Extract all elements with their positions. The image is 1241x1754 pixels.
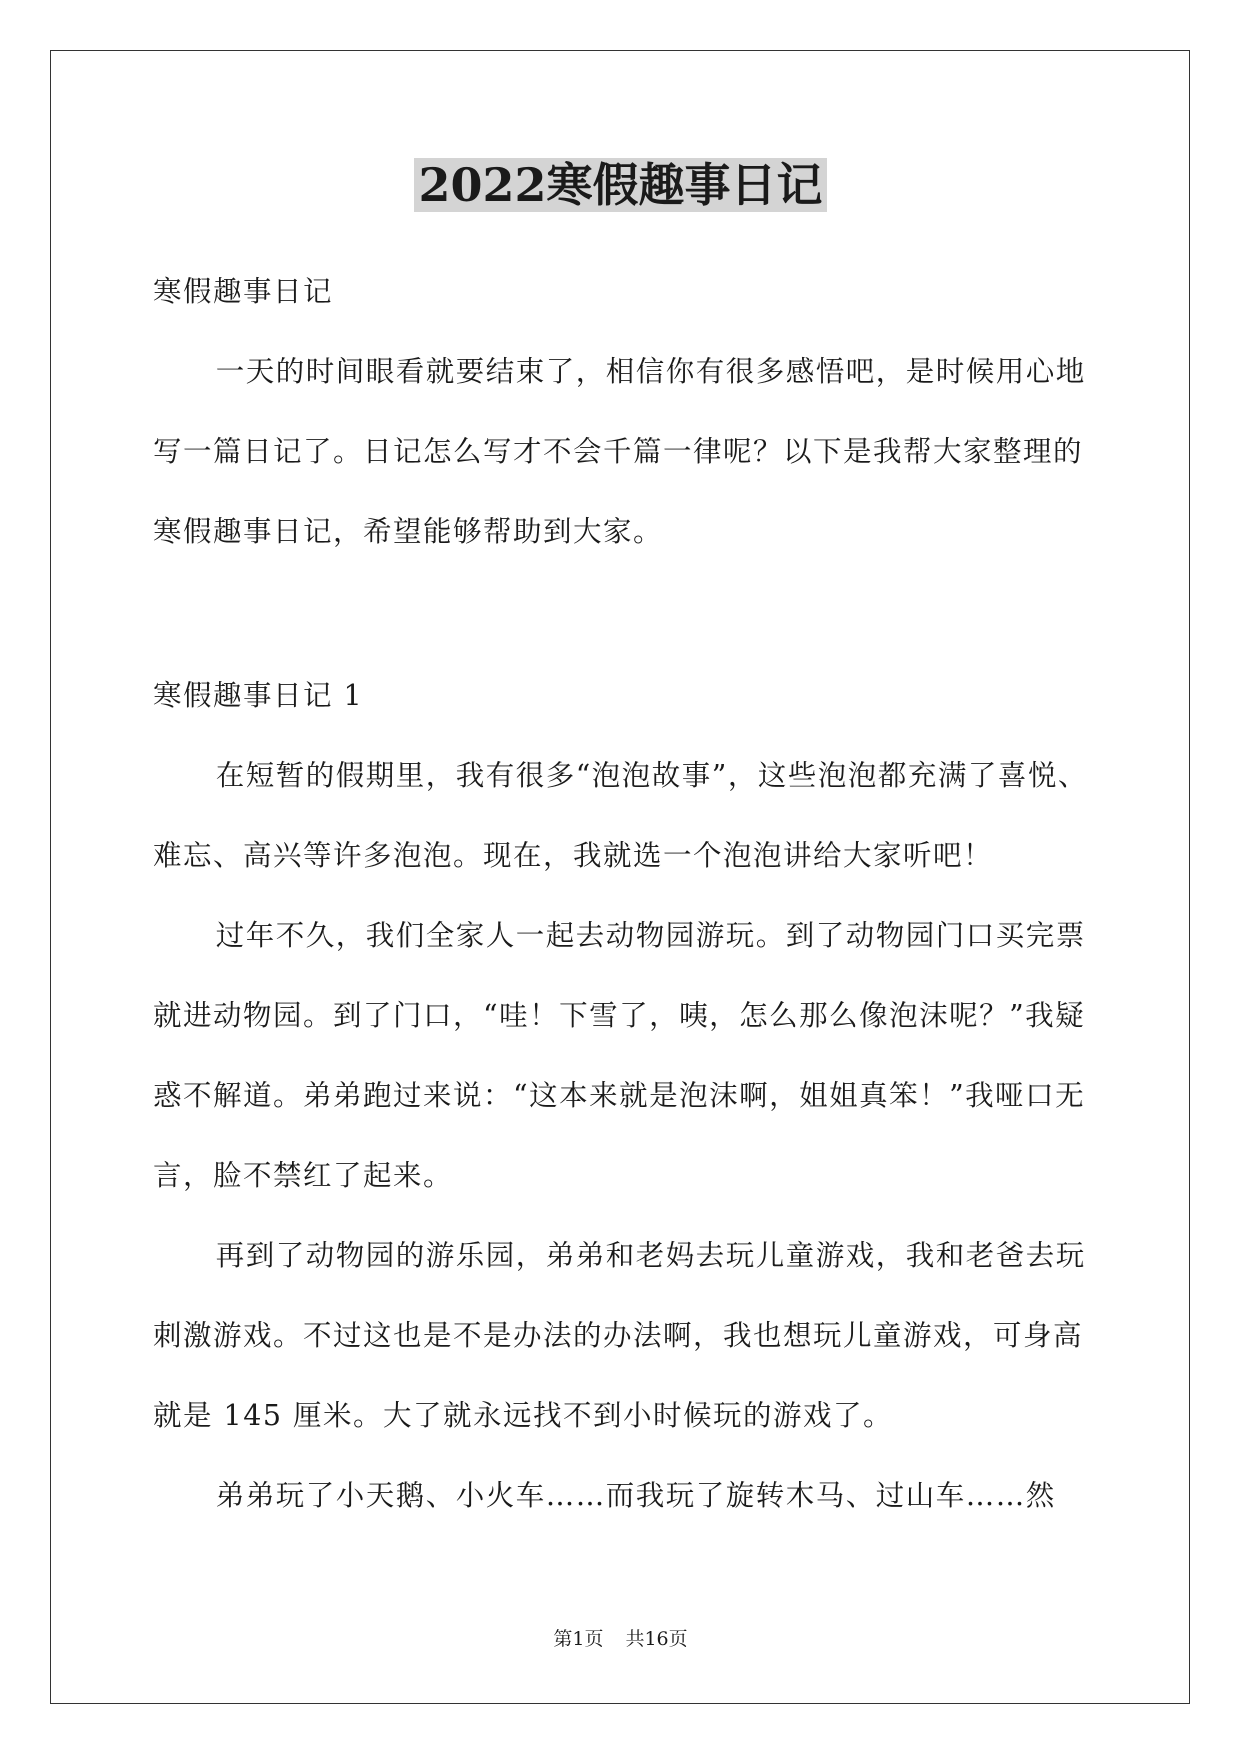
document-title [0,155,1241,215]
intro-section [153,252,1093,572]
body-paragraph: 在短暂的假期里，我有很多“泡泡故事”，这些泡泡都充满了喜悦、难忘、高兴等许多泡泡。现在，我就选一个泡泡讲给大家听吧！ [153,759,1088,872]
body-paragraph: 过年不久，我们全家人一起去动物园游玩。到了动物园门口买完票就进动物园。到了门口，“哇！下雪了，咦，怎么那么像泡沫呢？”我疑惑不解道。弟弟跑过来说：“这本来就是泡沫啊，姐姐真笨！”我哑口无言，脸不禁红了起来。 [153,919,1086,1192]
page-footer [0,1627,1241,1651]
intro-paragraph: 一天的时间眼看就要结束了，相信你有很多感悟吧，是时候用心地写一篇日记了。日记怎么写才不会千篇一律呢？以下是我帮大家整理的寒假趣事日记，希望能够帮助到大家。 [153,355,1086,548]
intro-heading: 寒假趣事日记 [153,275,334,308]
page-number: 第1页 [553,1628,604,1650]
document-title-text: 2022寒假趣事日记 [414,158,826,212]
body-paragraph: 弟弟玩了小天鹅、小火车……而我玩了旋转木马、过山车……然 [215,1479,1056,1512]
entry-section [153,656,1093,1536]
page-count: 共16页 [625,1628,688,1650]
body-paragraph: 再到了动物园的游乐园，弟弟和老妈去玩儿童游戏，我和老爸去玩刺激游戏。不过这也是不是办法的办法啊，我也想玩儿童游戏，可身高就是 145 厘米。大了就永远找不到小时候玩的游戏了。 [153,1239,1086,1432]
entry-heading: 寒假趣事日记 1 [153,679,364,712]
